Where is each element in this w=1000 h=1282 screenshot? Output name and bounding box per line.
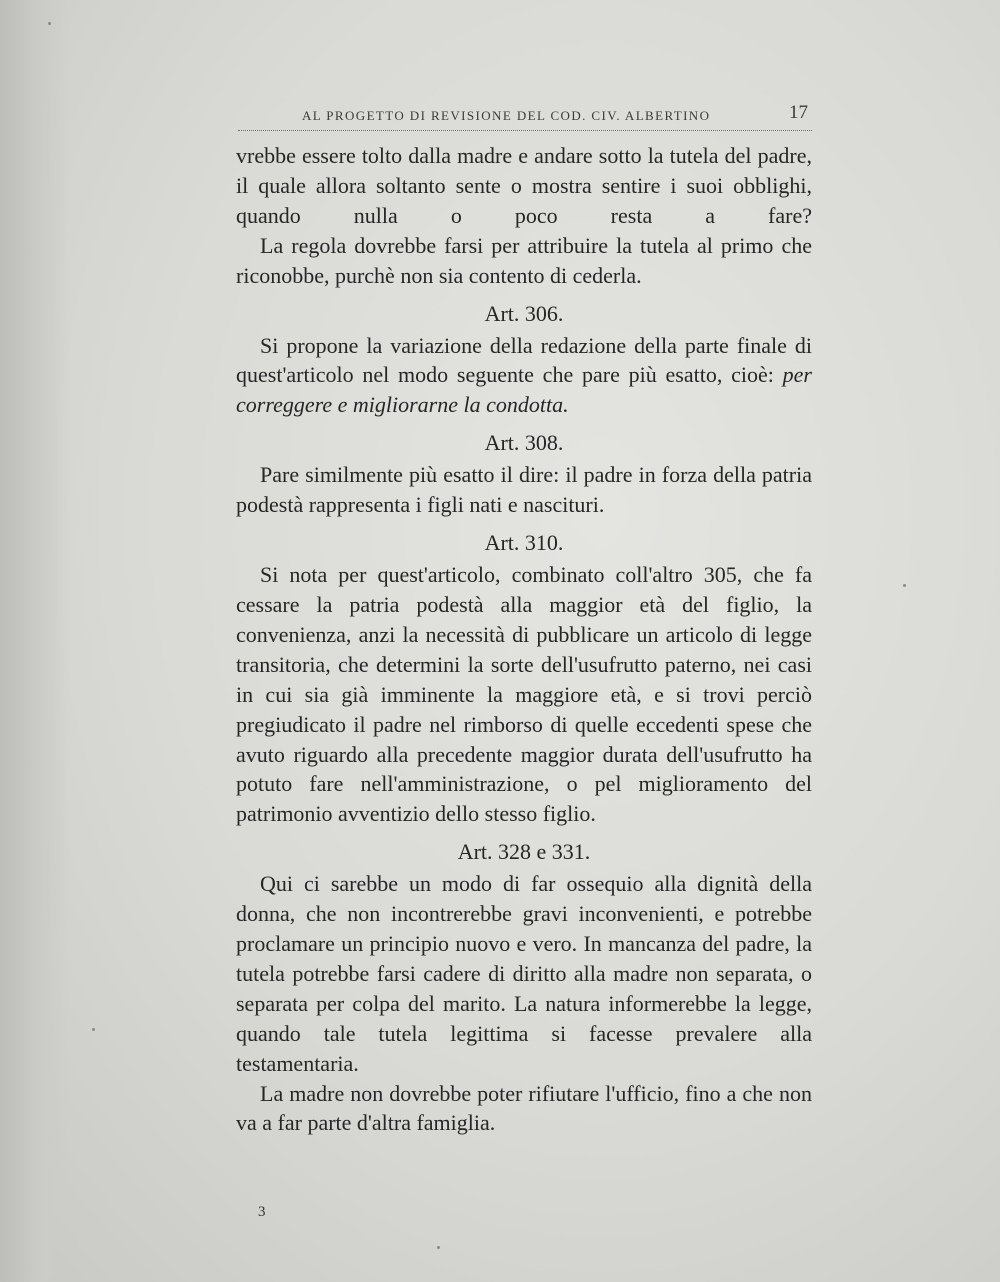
paper-speck: [903, 584, 906, 587]
paper-speck: [48, 22, 51, 25]
article-306-italic: per correggere e migliorarne la condotta.: [236, 362, 812, 418]
article-heading-310: Art. 310.: [484, 530, 564, 556]
article-308-text: Pare similmente più esatto il dire: il padre in forza della patria podestà rappresenta i figli nati e nascituri.: [236, 462, 812, 518]
article-heading-308: Art. 308.: [484, 430, 564, 456]
article-328-331-text-2: La madre non dovrebbe poter rifiutare l'ufficio, fino a che non va a far parte d'altra famiglia.: [236, 1080, 812, 1136]
article-328-331-text: Qui ci sarebbe un modo di far ossequio alla dignità della donna, che non incontrerebbe gravi inconvenienti, e potrebbe proclamare un principio nuovo e vero. In mancanza del padre, la tutela potrebbe farsi cadere di diritto alla madre non separata, o separata per colpa del marito. La natura informerebbe la legge, quando tale tutela legittima si facesse prevalere alla testamentaria.: [236, 871, 812, 1076]
paragraph-continuation: vrebbe essere tolto dalla madre e andare sotto la tutela del padre, il quale allora soltanto sente o mostra sentire i suoi obblighi, quando nulla o poco resta a fare?: [236, 143, 812, 228]
running-head-title: AL PROGETTO DI REVISIONE DEL COD. CIV. ALBERTINO: [302, 108, 711, 123]
page-number: 17: [789, 102, 808, 123]
article-heading-328-331: Art. 328 e 331.: [457, 839, 591, 865]
running-head-rule: [238, 130, 812, 131]
page-fold-shadow: [0, 0, 70, 1282]
paragraph-regola: La regola dovrebbe farsi per attribuire la tutela al primo che riconobbe, purchè non sia contento di cederla.: [236, 232, 812, 288]
article-306-text: [236, 331, 812, 421]
running-head: [238, 104, 812, 128]
article-310-text: Si nota per quest'articolo, combinato coll'altro 305, che fa cessare la patria podestà alla maggior età del figlio, la convenienza, anzi la necessità di pubblicare un articolo di legge transitoria, che determini la sorte dell'usufrutto paterno, nei casi in cui sia già imminente la maggiore età, e si trovi perciò pregiudicato il padre nel rimborso di quelle eccedenti spese che avuto riguardo alla precedente maggior durata dell'usufrutto ha potuto fare nell'amministrazione, o pel miglioramento del patrimonio avventizio dello stesso figlio.: [236, 562, 812, 827]
paper-speck: [92, 1028, 95, 1031]
article-heading-306: Art. 306.: [484, 300, 564, 326]
signature-mark: 3: [258, 1204, 266, 1220]
article-306-lead: Si propone la variazione della redazione della parte finale di quest'articolo nel modo seguente che pare più esatto, cioè:: [236, 332, 812, 388]
paper-speck: [437, 1246, 440, 1249]
body-text: [236, 141, 812, 1138]
